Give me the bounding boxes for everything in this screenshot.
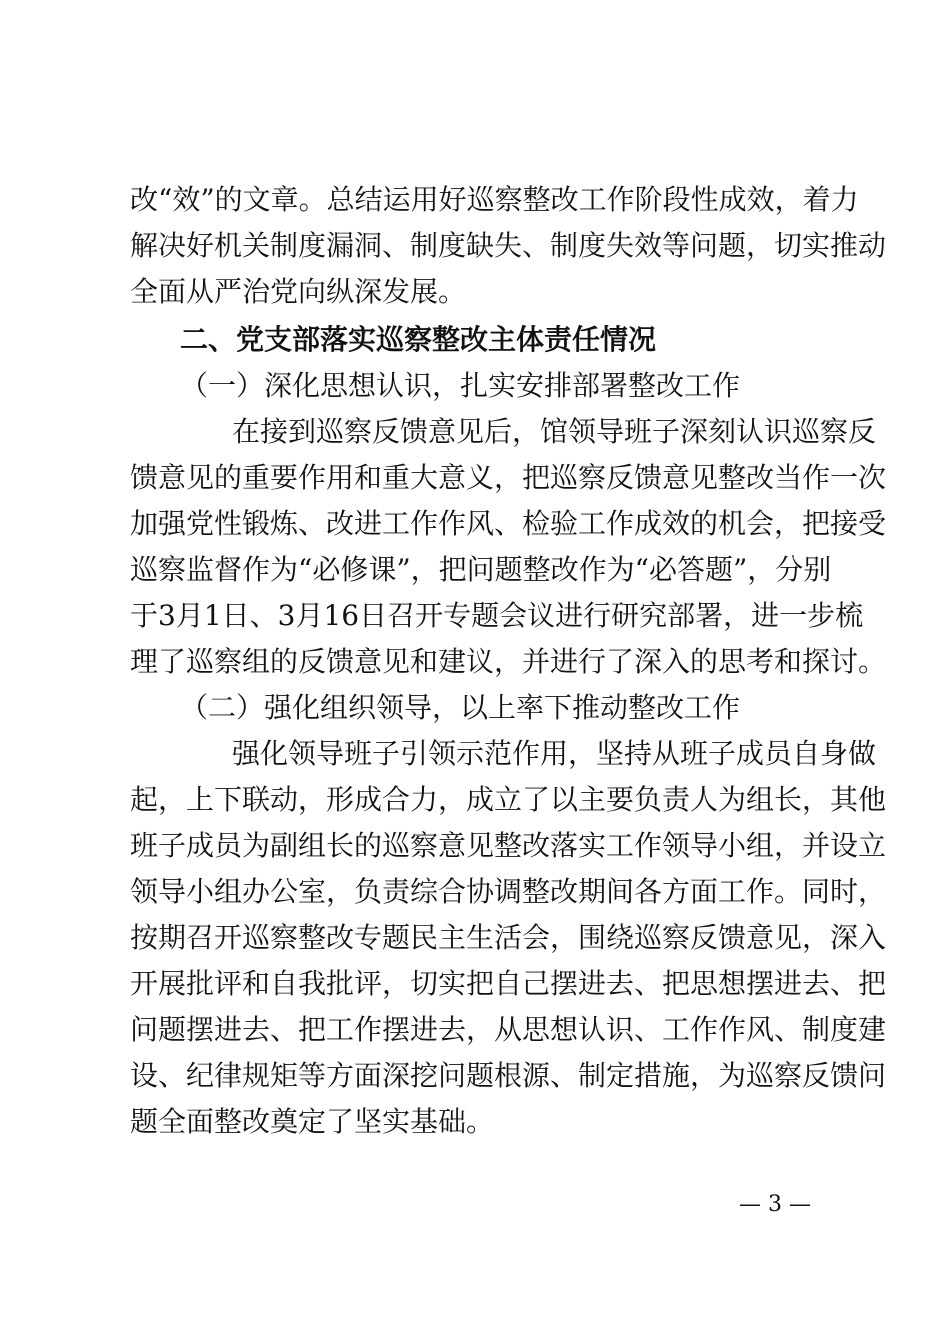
paragraph-3-line-9: 题全面整改奠定了坚实基础。 [130, 1105, 495, 1138]
page-number: — 3 — [739, 1192, 811, 1217]
subsection-heading-2: （二）强化组织领导，以上率下推动整改工作 [180, 691, 741, 724]
subsection-heading-1: （一）深化思想认识，扎实安排部署整改工作 [180, 369, 741, 402]
paragraph-2-line-2: 馈意见的重要作用和重大意义，把巡察反馈意见整改当作一次 [130, 461, 887, 494]
paragraph-3-line-5: 按期召开巡察整改专题民主生活会，围绕巡察反馈意见，深入 [130, 921, 887, 954]
paragraph-2-line-4: 巡察监督作为“必修课”，把问题整改作为“必答题”，分别 [130, 553, 832, 586]
paragraph-3-line-3: 班子成员为副组长的巡察意见整改落实工作领导小组，并设立 [130, 829, 887, 862]
paragraph-3-line-6: 开展批评和自我批评，切实把自己摆进去、把思想摆进去、把 [130, 967, 887, 1000]
paragraph-1-line-1: 改“效”的文章。总结运用好巡察整改工作阶段性成效，着力 [130, 183, 859, 216]
paragraph-2-line-1: 在接到巡察反馈意见后，馆领导班子深刻认识巡察反 [232, 415, 877, 448]
paragraph-1-line-2: 解决好机关制度漏洞、制度缺失、制度失效等问题，切实推动 [130, 229, 887, 262]
paragraph-3-line-7: 问题摆进去、把工作摆进去，从思想认识、工作作风、制度建 [130, 1013, 887, 1046]
paragraph-3-line-8: 设、纪律规矩等方面深挖问题根源、制定措施，为巡察反馈问 [130, 1059, 887, 1092]
paragraph-3-line-1: 强化领导班子引领示范作用，坚持从班子成员自身做 [232, 737, 877, 770]
paragraph-1-line-3: 全面从严治党向纵深发展。 [130, 275, 467, 308]
paragraph-2-line-6: 理了巡察组的反馈意见和建议，并进行了深入的思考和探讨。 [130, 645, 887, 678]
paragraph-3-line-2: 起，上下联动，形成合力，成立了以主要负责人为组长，其他 [130, 783, 887, 816]
paragraph-2-line-3: 加强党性锻炼、改进工作作风、检验工作成效的机会，把接受 [130, 507, 887, 540]
section-heading: 二、党支部落实巡察整改主体责任情况 [180, 323, 657, 356]
paragraph-2-line-5: 于3月1日、3月16日召开专题会议进行研究部署，进一步梳 [130, 599, 864, 632]
paragraph-3-line-4: 领导小组办公室，负责综合协调整改期间各方面工作。同时， [130, 875, 887, 908]
